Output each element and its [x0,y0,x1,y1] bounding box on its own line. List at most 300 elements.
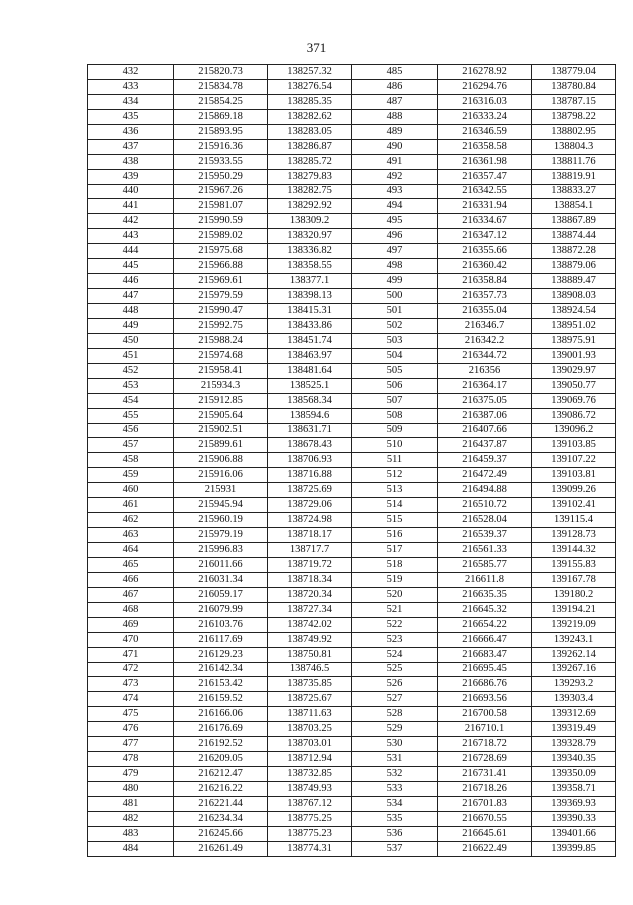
cell-y-coordinate: 138811.76 [532,154,616,169]
table-row [88,662,616,677]
cell-x-coordinate: 216333.24 [438,109,532,124]
cell-x-coordinate: 216346.7 [438,318,532,333]
table-row [88,348,616,363]
table-row [88,692,616,707]
cell-point-number: 487 [352,94,438,109]
cell-point-number: 462 [88,513,174,528]
cell-x-coordinate: 216437.87 [438,438,532,453]
cell-point-number: 475 [88,707,174,722]
cell-x-coordinate: 216666.47 [438,632,532,647]
cell-x-coordinate: 216585.77 [438,557,532,572]
cell-x-coordinate: 216344.72 [438,348,532,363]
cell-point-number: 534 [352,796,438,811]
cell-y-coordinate: 138874.44 [532,229,616,244]
cell-y-coordinate: 138285.35 [268,94,352,109]
cell-y-coordinate: 139115.4 [532,513,616,528]
cell-x-coordinate: 215988.24 [174,333,268,348]
table-row [88,617,616,632]
cell-y-coordinate: 138282.62 [268,109,352,124]
table-row [88,737,616,752]
cell-x-coordinate: 215967.26 [174,184,268,199]
cell-x-coordinate: 216031.34 [174,572,268,587]
cell-x-coordinate: 215902.51 [174,423,268,438]
cell-point-number: 433 [88,79,174,94]
cell-point-number: 466 [88,572,174,587]
cell-x-coordinate: 216611.8 [438,572,532,587]
table-row [88,513,616,528]
cell-y-coordinate: 139128.73 [532,528,616,543]
cell-point-number: 522 [352,617,438,632]
cell-y-coordinate: 138775.25 [268,811,352,826]
cell-y-coordinate: 138703.25 [268,722,352,737]
cell-x-coordinate: 216710.1 [438,722,532,737]
cell-x-coordinate: 215979.59 [174,289,268,304]
cell-y-coordinate: 138749.92 [268,632,352,647]
cell-point-number: 444 [88,244,174,259]
cell-point-number: 468 [88,602,174,617]
cell-point-number: 497 [352,244,438,259]
cell-point-number: 477 [88,737,174,752]
cell-y-coordinate: 138276.54 [268,79,352,94]
cell-y-coordinate: 138703.01 [268,737,352,752]
cell-x-coordinate: 216358.58 [438,139,532,154]
table-row [88,632,616,647]
cell-y-coordinate: 138774.31 [268,841,352,856]
cell-y-coordinate: 138742.02 [268,617,352,632]
cell-point-number: 463 [88,528,174,543]
cell-point-number: 527 [352,692,438,707]
cell-y-coordinate: 139086.72 [532,408,616,423]
table-row [88,453,616,468]
cell-x-coordinate: 215960.19 [174,513,268,528]
cell-point-number: 437 [88,139,174,154]
table-row [88,572,616,587]
cell-point-number: 486 [352,79,438,94]
cell-point-number: 472 [88,662,174,677]
cell-y-coordinate: 138854.1 [532,199,616,214]
cell-x-coordinate: 216700.58 [438,707,532,722]
cell-y-coordinate: 138716.88 [268,468,352,483]
cell-y-coordinate: 139312.69 [532,707,616,722]
cell-x-coordinate: 216245.66 [174,826,268,841]
cell-point-number: 459 [88,468,174,483]
table-row [88,94,616,109]
cell-point-number: 474 [88,692,174,707]
cell-y-coordinate: 138711.63 [268,707,352,722]
cell-y-coordinate: 138282.75 [268,184,352,199]
table-row [88,841,616,856]
cell-x-coordinate: 216360.42 [438,259,532,274]
cell-point-number: 454 [88,393,174,408]
table-row [88,229,616,244]
cell-y-coordinate: 139401.66 [532,826,616,841]
cell-x-coordinate: 216387.06 [438,408,532,423]
table-row [88,528,616,543]
cell-y-coordinate: 139328.79 [532,737,616,752]
cell-point-number: 506 [352,378,438,393]
cell-point-number: 500 [352,289,438,304]
cell-x-coordinate: 216294.76 [438,79,532,94]
cell-x-coordinate: 215905.64 [174,408,268,423]
cell-y-coordinate: 138292.92 [268,199,352,214]
cell-y-coordinate: 138336.82 [268,244,352,259]
cell-y-coordinate: 138279.83 [268,169,352,184]
cell-y-coordinate: 138257.32 [268,65,352,80]
cell-y-coordinate: 139069.76 [532,393,616,408]
cell-point-number: 461 [88,498,174,513]
cell-x-coordinate: 216670.55 [438,811,532,826]
table-row [88,826,616,841]
cell-x-coordinate: 215979.19 [174,528,268,543]
cell-point-number: 447 [88,289,174,304]
cell-point-number: 524 [352,647,438,662]
table-row [88,796,616,811]
table-row [88,259,616,274]
cell-y-coordinate: 138908.03 [532,289,616,304]
cell-y-coordinate: 138833.27 [532,184,616,199]
cell-x-coordinate: 215992.75 [174,318,268,333]
cell-x-coordinate: 215975.68 [174,244,268,259]
cell-x-coordinate: 216221.44 [174,796,268,811]
cell-x-coordinate: 216728.69 [438,752,532,767]
cell-x-coordinate: 216216.22 [174,782,268,797]
cell-x-coordinate: 215916.06 [174,468,268,483]
cell-point-number: 535 [352,811,438,826]
cell-point-number: 529 [352,722,438,737]
cell-point-number: 484 [88,841,174,856]
cell-point-number: 492 [352,169,438,184]
cell-x-coordinate: 216407.66 [438,423,532,438]
cell-x-coordinate: 216117.69 [174,632,268,647]
cell-x-coordinate: 215854.25 [174,94,268,109]
cell-x-coordinate: 215931 [174,483,268,498]
cell-y-coordinate: 139102.41 [532,498,616,513]
cell-y-coordinate: 139103.81 [532,468,616,483]
cell-point-number: 465 [88,557,174,572]
table-row [88,274,616,289]
cell-y-coordinate: 138398.13 [268,289,352,304]
cell-y-coordinate: 138481.64 [268,363,352,378]
cell-point-number: 445 [88,259,174,274]
cell-y-coordinate: 139319.49 [532,722,616,737]
table-row [88,587,616,602]
cell-y-coordinate: 138729.06 [268,498,352,513]
cell-x-coordinate: 216375.05 [438,393,532,408]
table-row [88,707,616,722]
cell-y-coordinate: 138706.93 [268,453,352,468]
cell-y-coordinate: 139107.22 [532,453,616,468]
table-row [88,184,616,199]
cell-y-coordinate: 138924.54 [532,304,616,319]
cell-y-coordinate: 138724.98 [268,513,352,528]
cell-x-coordinate: 216176.69 [174,722,268,737]
cell-y-coordinate: 138568.34 [268,393,352,408]
cell-x-coordinate: 216645.32 [438,602,532,617]
cell-x-coordinate: 215893.95 [174,124,268,139]
cell-point-number: 452 [88,363,174,378]
cell-point-number: 435 [88,109,174,124]
cell-x-coordinate: 215899.61 [174,438,268,453]
cell-point-number: 494 [352,199,438,214]
table-row [88,468,616,483]
cell-x-coordinate: 216645.61 [438,826,532,841]
cell-y-coordinate: 139350.09 [532,767,616,782]
cell-x-coordinate: 216528.04 [438,513,532,528]
cell-y-coordinate: 139358.71 [532,782,616,797]
table-row [88,124,616,139]
cell-y-coordinate: 138451.74 [268,333,352,348]
cell-point-number: 470 [88,632,174,647]
cell-x-coordinate: 216342.55 [438,184,532,199]
cell-x-coordinate: 215958.41 [174,363,268,378]
cell-y-coordinate: 138819.91 [532,169,616,184]
cell-y-coordinate: 138767.12 [268,796,352,811]
table-row [88,543,616,558]
table-row [88,363,616,378]
cell-y-coordinate: 139262.14 [532,647,616,662]
table-row [88,602,616,617]
cell-point-number: 523 [352,632,438,647]
table-row [88,318,616,333]
cell-x-coordinate: 215969.61 [174,274,268,289]
table-row [88,169,616,184]
cell-y-coordinate: 138309.2 [268,214,352,229]
cell-x-coordinate: 216364.17 [438,378,532,393]
cell-x-coordinate: 216153.42 [174,677,268,692]
table-row [88,811,616,826]
cell-point-number: 512 [352,468,438,483]
cell-x-coordinate: 216731.41 [438,767,532,782]
cell-point-number: 479 [88,767,174,782]
cell-y-coordinate: 139243.1 [532,632,616,647]
cell-x-coordinate: 216334.67 [438,214,532,229]
cell-y-coordinate: 138975.91 [532,333,616,348]
cell-y-coordinate: 138749.93 [268,782,352,797]
cell-y-coordinate: 139050.77 [532,378,616,393]
cell-x-coordinate: 216357.47 [438,169,532,184]
cell-y-coordinate: 139029.97 [532,363,616,378]
cell-y-coordinate: 138377.1 [268,274,352,289]
cell-y-coordinate: 138415.31 [268,304,352,319]
table-row [88,438,616,453]
cell-point-number: 482 [88,811,174,826]
cell-x-coordinate: 216686.76 [438,677,532,692]
cell-point-number: 436 [88,124,174,139]
table-row [88,722,616,737]
cell-point-number: 438 [88,154,174,169]
cell-x-coordinate: 215981.07 [174,199,268,214]
cell-y-coordinate: 138320.97 [268,229,352,244]
cell-y-coordinate: 139096.2 [532,423,616,438]
table-row [88,408,616,423]
cell-y-coordinate: 138951.02 [532,318,616,333]
cell-point-number: 476 [88,722,174,737]
cell-point-number: 507 [352,393,438,408]
cell-point-number: 457 [88,438,174,453]
table-row [88,289,616,304]
cell-y-coordinate: 139369.93 [532,796,616,811]
cell-y-coordinate: 139144.32 [532,543,616,558]
cell-x-coordinate: 216701.83 [438,796,532,811]
cell-y-coordinate: 138804.3 [532,139,616,154]
cell-x-coordinate: 216011.66 [174,557,268,572]
cell-point-number: 531 [352,752,438,767]
cell-x-coordinate: 216356 [438,363,532,378]
cell-point-number: 517 [352,543,438,558]
cell-x-coordinate: 216316.03 [438,94,532,109]
cell-x-coordinate: 216539.37 [438,528,532,543]
cell-y-coordinate: 138631.71 [268,423,352,438]
cell-point-number: 504 [352,348,438,363]
cell-point-number: 515 [352,513,438,528]
cell-point-number: 453 [88,378,174,393]
cell-x-coordinate: 215974.68 [174,348,268,363]
cell-x-coordinate: 216159.52 [174,692,268,707]
cell-y-coordinate: 138727.34 [268,602,352,617]
cell-point-number: 464 [88,543,174,558]
cell-y-coordinate: 138358.55 [268,259,352,274]
table-row [88,333,616,348]
cell-point-number: 536 [352,826,438,841]
cell-y-coordinate: 139303.4 [532,692,616,707]
cell-y-coordinate: 139340.35 [532,752,616,767]
cell-point-number: 513 [352,483,438,498]
cell-point-number: 441 [88,199,174,214]
cell-y-coordinate: 138787.15 [532,94,616,109]
cell-point-number: 519 [352,572,438,587]
cell-x-coordinate: 216142.34 [174,662,268,677]
cell-x-coordinate: 216212.47 [174,767,268,782]
cell-x-coordinate: 216129.23 [174,647,268,662]
cell-point-number: 521 [352,602,438,617]
cell-point-number: 509 [352,423,438,438]
cell-point-number: 520 [352,587,438,602]
cell-x-coordinate: 216654.22 [438,617,532,632]
cell-point-number: 495 [352,214,438,229]
cell-y-coordinate: 139219.09 [532,617,616,632]
cell-x-coordinate: 215934.3 [174,378,268,393]
cell-y-coordinate: 138720.34 [268,587,352,602]
cell-point-number: 526 [352,677,438,692]
table-row [88,423,616,438]
table-row [88,65,616,80]
cell-y-coordinate: 138867.89 [532,214,616,229]
cell-y-coordinate: 138718.17 [268,528,352,543]
cell-x-coordinate: 216693.56 [438,692,532,707]
cell-y-coordinate: 138750.81 [268,647,352,662]
cell-x-coordinate: 216472.49 [438,468,532,483]
cell-y-coordinate: 138718.34 [268,572,352,587]
cell-point-number: 490 [352,139,438,154]
cell-x-coordinate: 215916.36 [174,139,268,154]
cell-x-coordinate: 216695.45 [438,662,532,677]
cell-x-coordinate: 216357.73 [438,289,532,304]
table-row [88,79,616,94]
cell-point-number: 530 [352,737,438,752]
table-row [88,378,616,393]
cell-x-coordinate: 215906.88 [174,453,268,468]
cell-point-number: 434 [88,94,174,109]
cell-y-coordinate: 138725.67 [268,692,352,707]
cell-point-number: 496 [352,229,438,244]
table-row [88,557,616,572]
cell-y-coordinate: 138433.86 [268,318,352,333]
cell-x-coordinate: 215990.47 [174,304,268,319]
cell-point-number: 473 [88,677,174,692]
cell-y-coordinate: 138779.04 [532,65,616,80]
cell-point-number: 528 [352,707,438,722]
table-row [88,304,616,319]
table-row [88,393,616,408]
cell-x-coordinate: 216355.66 [438,244,532,259]
cell-point-number: 505 [352,363,438,378]
cell-y-coordinate: 139180.2 [532,587,616,602]
cell-point-number: 491 [352,154,438,169]
cell-x-coordinate: 216683.47 [438,647,532,662]
cell-point-number: 446 [88,274,174,289]
cell-x-coordinate: 215945.94 [174,498,268,513]
cell-point-number: 471 [88,647,174,662]
cell-x-coordinate: 216192.52 [174,737,268,752]
cell-point-number: 481 [88,796,174,811]
cell-y-coordinate: 139155.83 [532,557,616,572]
cell-y-coordinate: 138889.47 [532,274,616,289]
cell-x-coordinate: 216718.26 [438,782,532,797]
cell-point-number: 499 [352,274,438,289]
table-row [88,109,616,124]
cell-x-coordinate: 215989.02 [174,229,268,244]
cell-x-coordinate: 215950.29 [174,169,268,184]
cell-x-coordinate: 216494.88 [438,483,532,498]
cell-y-coordinate: 139293.2 [532,677,616,692]
cell-y-coordinate: 138463.97 [268,348,352,363]
cell-x-coordinate: 215834.78 [174,79,268,94]
cell-y-coordinate: 138525.1 [268,378,352,393]
table-row [88,154,616,169]
cell-point-number: 501 [352,304,438,319]
cell-point-number: 450 [88,333,174,348]
table-row [88,647,616,662]
cell-point-number: 508 [352,408,438,423]
cell-y-coordinate: 139390.33 [532,811,616,826]
table-row [88,483,616,498]
table-row [88,199,616,214]
cell-point-number: 456 [88,423,174,438]
cell-point-number: 469 [88,617,174,632]
cell-y-coordinate: 139194.21 [532,602,616,617]
cell-x-coordinate: 216079.99 [174,602,268,617]
cell-y-coordinate: 138725.69 [268,483,352,498]
cell-x-coordinate: 216361.98 [438,154,532,169]
cell-point-number: 537 [352,841,438,856]
cell-y-coordinate: 138594.6 [268,408,352,423]
cell-x-coordinate: 215996.83 [174,543,268,558]
cell-point-number: 458 [88,453,174,468]
cell-point-number: 451 [88,348,174,363]
cell-x-coordinate: 215912.85 [174,393,268,408]
cell-y-coordinate: 139099.26 [532,483,616,498]
cell-x-coordinate: 216209.05 [174,752,268,767]
cell-point-number: 511 [352,453,438,468]
cell-point-number: 518 [352,557,438,572]
table-row [88,782,616,797]
cell-y-coordinate: 138775.23 [268,826,352,841]
cell-point-number: 525 [352,662,438,677]
cell-y-coordinate: 138802.95 [532,124,616,139]
table-row [88,244,616,259]
cell-x-coordinate: 215933.55 [174,154,268,169]
cell-y-coordinate: 139167.78 [532,572,616,587]
